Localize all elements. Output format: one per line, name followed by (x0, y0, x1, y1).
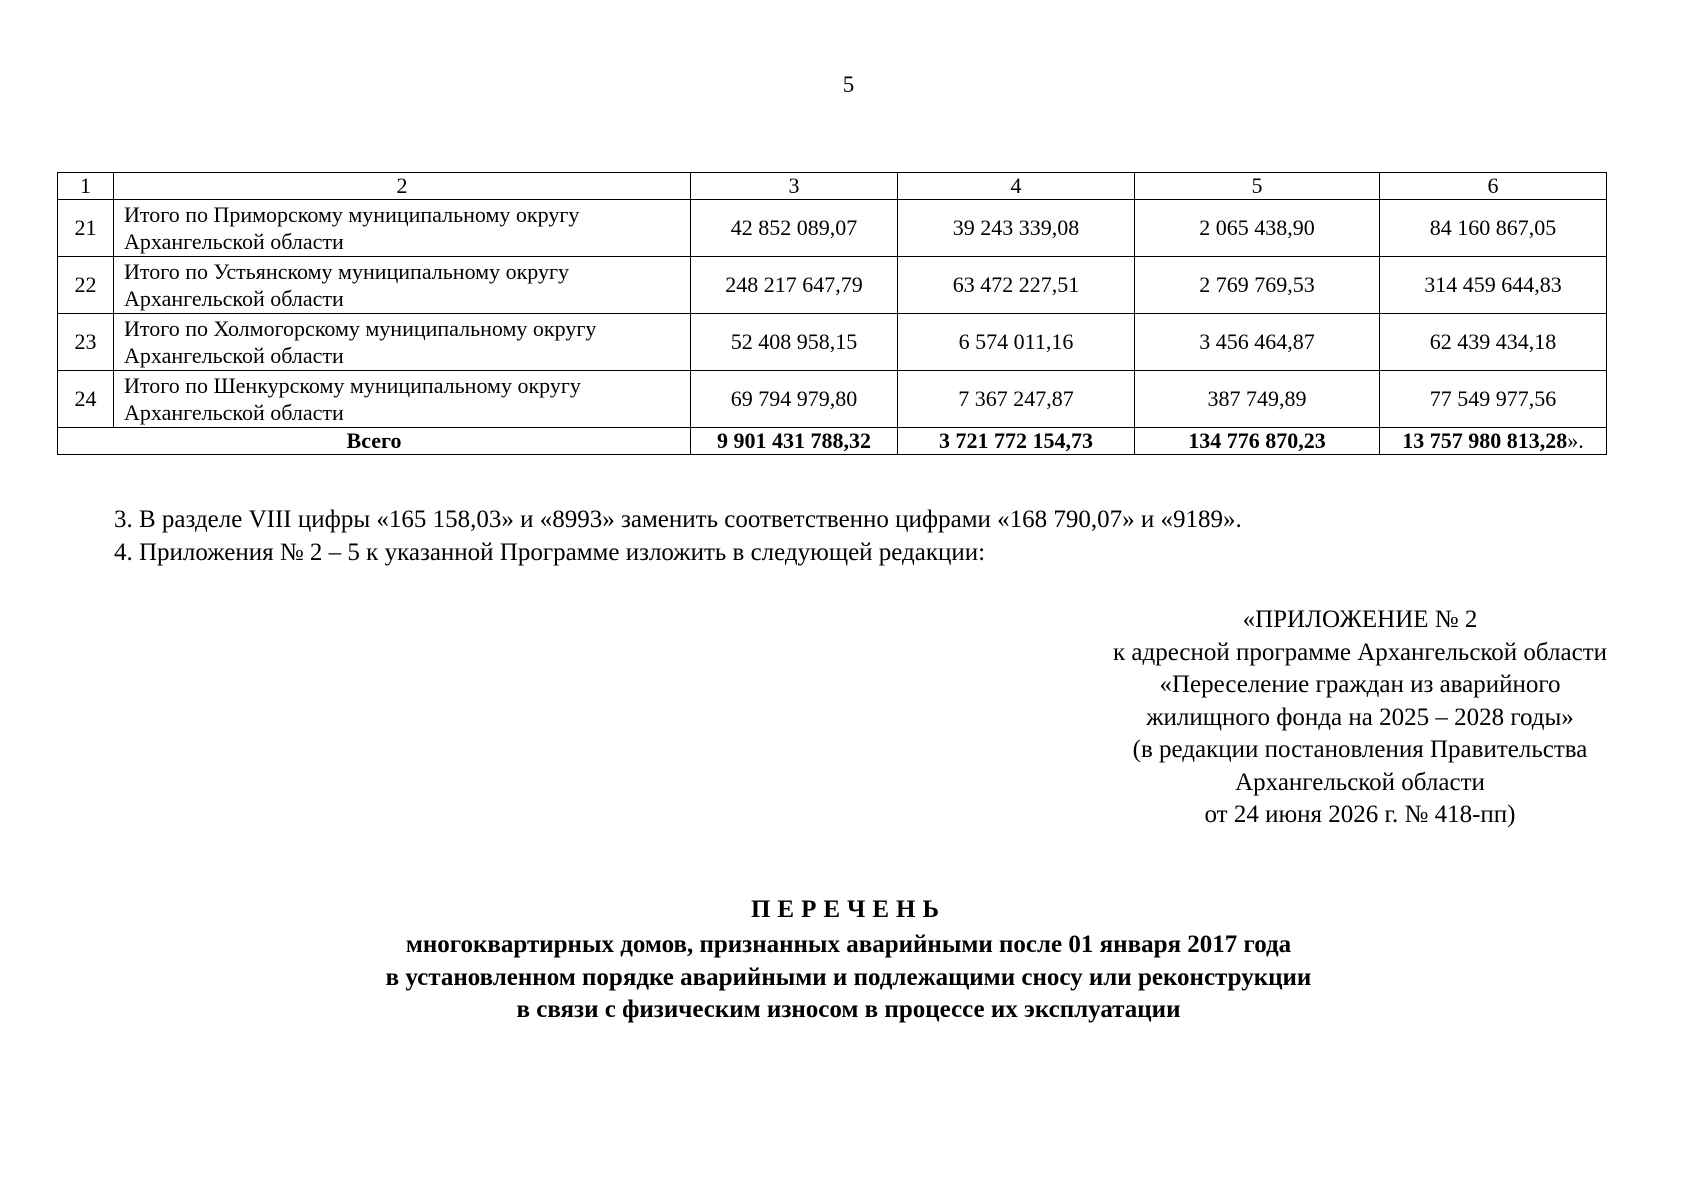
row-name-line: Итого по Устьянскому муниципальному округу (124, 259, 569, 284)
cell-value: 387 749,89 (1135, 371, 1380, 428)
cell-value: 52 408 958,15 (691, 314, 898, 371)
paragraph-item-3: 3. В разделе VIII цифры «165 158,03» и «8993» заменить соответственно цифрами «168 790,07» и «9189». (114, 506, 1242, 533)
cell-value: 7 367 247,87 (898, 371, 1135, 428)
total-value: 134 776 870,23 (1135, 428, 1380, 455)
row-name-line: Архангельской области (124, 400, 344, 425)
appendix-line: (в редакции постановления Правительства (1132, 736, 1588, 763)
table-header-row (58, 173, 1607, 200)
row-name-line: Итого по Приморскому муниципальному округу (124, 202, 580, 227)
table-row (58, 314, 1607, 371)
cell-value: 42 852 089,07 (691, 200, 898, 257)
cell-value: 2 065 438,90 (1135, 200, 1380, 257)
row-name (114, 314, 691, 371)
table-row (58, 200, 1607, 257)
cell-value: 69 794 979,80 (691, 371, 898, 428)
row-number: 22 (58, 257, 114, 314)
appendix-line: от 24 июня 2026 г. № 418-пп) (1204, 801, 1516, 828)
list-subtitle-line: в связи с физическим износом в процессе их эксплуатации (516, 996, 1181, 1023)
row-name-line: Итого по Шенкурскому муниципальному округу (124, 373, 581, 398)
row-number: 23 (58, 314, 114, 371)
appendix-header (1030, 604, 1690, 832)
cell-value: 6 574 011,16 (898, 314, 1135, 371)
row-name-line: Архангельской области (124, 286, 344, 311)
page-number: 5 (842, 72, 855, 97)
list-subtitle (0, 929, 1697, 1027)
list-subtitle-line: в установленном порядке аварийными и подлежащими сносу или реконструкции (385, 963, 1312, 991)
column-header: 1 (58, 173, 114, 200)
appendix-line: к адресной программе Архангельской области (1112, 638, 1608, 666)
cell-value: 248 217 647,79 (691, 257, 898, 314)
row-name-line: Итого по Холмогорскому муниципальному округу (124, 316, 597, 341)
appendix-line: «ПРИЛОЖЕНИЕ № 2 (1242, 606, 1478, 633)
list-subtitle-line: многоквартирных домов, признанных аварийными после 01 января 2017 года (405, 931, 1292, 958)
cell-value: 39 243 339,08 (898, 200, 1135, 257)
list-title: ПЕРЕЧЕНЬ (750, 896, 947, 923)
cell-value: 77 549 977,56 (1380, 371, 1607, 428)
column-header: 3 (691, 173, 898, 200)
closing-quote: ». (1567, 428, 1584, 453)
cell-value: 3 456 464,87 (1135, 314, 1380, 371)
total-value-number: 13 757 980 813,28 (1402, 428, 1568, 453)
cell-value: 2 769 769,53 (1135, 257, 1380, 314)
appendix-line: «Переселение граждан из аварийного (1159, 671, 1561, 698)
column-header: 5 (1135, 173, 1380, 200)
total-value: 9 901 431 788,32 (691, 428, 898, 455)
column-header: 4 (898, 173, 1135, 200)
total-label: Всего (58, 428, 691, 455)
row-name-line: Архангельской области (124, 343, 344, 368)
budget-table (57, 172, 1607, 455)
cell-value: 314 459 644,83 (1380, 257, 1607, 314)
table-row (58, 257, 1607, 314)
total-value: 3 721 772 154,73 (898, 428, 1135, 455)
column-header: 6 (1380, 173, 1607, 200)
row-name (114, 200, 691, 257)
row-number: 21 (58, 200, 114, 257)
appendix-line: жилищного фонда на 2025 – 2028 годы» (1146, 703, 1574, 731)
row-name (114, 371, 691, 428)
row-name (114, 257, 691, 314)
appendix-line: Архангельской области (1235, 768, 1485, 796)
row-number: 24 (58, 371, 114, 428)
cell-value: 63 472 227,51 (898, 257, 1135, 314)
total-value (1380, 428, 1607, 455)
cell-value: 62 439 434,18 (1380, 314, 1607, 371)
table-total-row (58, 428, 1607, 455)
table-row (58, 371, 1607, 428)
column-header: 2 (114, 173, 691, 200)
paragraph-item-4: 4. Приложения № 2 – 5 к указанной Программе изложить в следующей редакции: (114, 539, 986, 566)
row-name-line: Архангельской области (124, 229, 344, 254)
cell-value: 84 160 867,05 (1380, 200, 1607, 257)
